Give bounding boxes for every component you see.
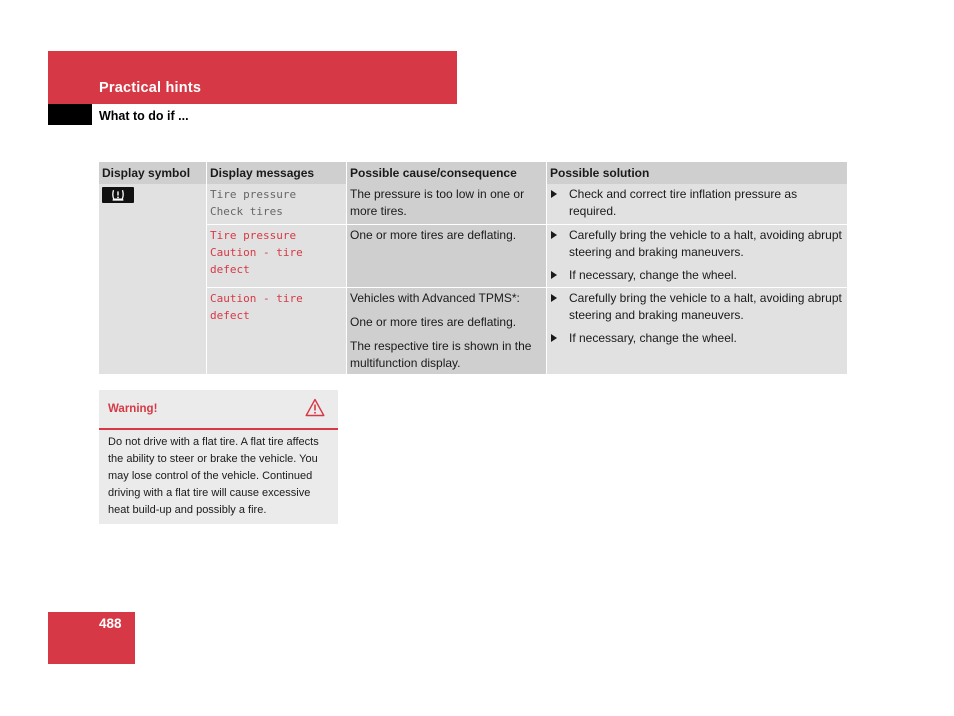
cause-text: One or more tires are deflating. bbox=[350, 314, 517, 329]
warning-box bbox=[99, 390, 338, 524]
header-bar bbox=[48, 51, 457, 104]
solution-text: Check and correct tire inflation pressure as required. bbox=[569, 187, 798, 218]
solution-cell bbox=[547, 184, 848, 224]
bullet-arrow-icon bbox=[551, 231, 557, 239]
solution-text: Carefully bring the vehicle to a halt, avoiding abrupt steering and braking maneuvers. bbox=[569, 227, 842, 259]
column-header-display-messages: Display messages bbox=[207, 162, 347, 184]
display-message-line: Tire pressure bbox=[210, 228, 297, 242]
cause-cell bbox=[347, 224, 547, 287]
table-row bbox=[99, 287, 847, 374]
tire-pressure-warning-icon bbox=[102, 187, 134, 203]
solution-text: If necessary, change the wheel. bbox=[569, 267, 737, 282]
display-message-line: Caution - tire defect bbox=[210, 245, 303, 276]
solution-item bbox=[550, 290, 844, 324]
table-row bbox=[99, 184, 847, 224]
bullet-arrow-icon bbox=[551, 334, 557, 342]
solution-item bbox=[550, 330, 844, 347]
cause-text: The pressure is too low in one or more tires. bbox=[350, 187, 525, 218]
solution-item bbox=[550, 227, 844, 261]
display-messages-table bbox=[99, 162, 847, 375]
column-header-solution: Possible solution bbox=[547, 162, 848, 184]
cause-cell bbox=[347, 287, 547, 374]
solution-text: If necessary, change the wheel. bbox=[569, 330, 737, 345]
page-number: 488 bbox=[99, 616, 122, 631]
cause-text: Vehicles with Advanced TPMS*: bbox=[350, 290, 520, 305]
cause-cell bbox=[347, 184, 547, 224]
display-message-cell bbox=[207, 224, 347, 287]
subsection-marker bbox=[48, 104, 92, 125]
warning-triangle-icon bbox=[305, 398, 325, 422]
cause-text: The respective tire is shown in the multifunction display. bbox=[350, 338, 532, 370]
subsection-title: What to do if ... bbox=[99, 109, 189, 123]
warning-text: Do not drive with a flat tire. A flat tire affects the ability to steer or brake the vehicle. You may lose control of the vehicle. Continued driving with a flat tire will cause excessive heat build-up and possibly a fire. bbox=[108, 436, 319, 516]
display-message-line: Caution - tire defect bbox=[210, 291, 303, 322]
solution-item bbox=[550, 186, 844, 220]
display-message-cell bbox=[207, 287, 347, 374]
warning-title: Warning! bbox=[108, 403, 158, 415]
column-header-cause: Possible cause/consequence bbox=[347, 162, 547, 184]
solution-cell bbox=[547, 287, 848, 374]
bullet-arrow-icon bbox=[551, 190, 557, 198]
display-message-cell bbox=[207, 184, 347, 224]
cause-text: One or more tires are deflating. bbox=[350, 227, 517, 242]
solution-text: Carefully bring the vehicle to a halt, avoiding abrupt steering and braking maneuvers. bbox=[569, 290, 842, 322]
table-row bbox=[99, 224, 847, 287]
section-title: Practical hints bbox=[99, 80, 202, 96]
solution-cell bbox=[547, 224, 848, 287]
bullet-arrow-icon bbox=[551, 294, 557, 302]
column-header-display-symbol: Display symbol bbox=[99, 162, 207, 184]
display-message-line: Check tires bbox=[210, 205, 283, 218]
warning-divider bbox=[99, 428, 338, 430]
table-header-row bbox=[99, 162, 847, 184]
display-message-line: Tire pressure bbox=[210, 188, 297, 201]
display-symbol-cell bbox=[99, 184, 207, 374]
solution-item bbox=[550, 267, 844, 284]
bullet-arrow-icon bbox=[551, 271, 557, 279]
